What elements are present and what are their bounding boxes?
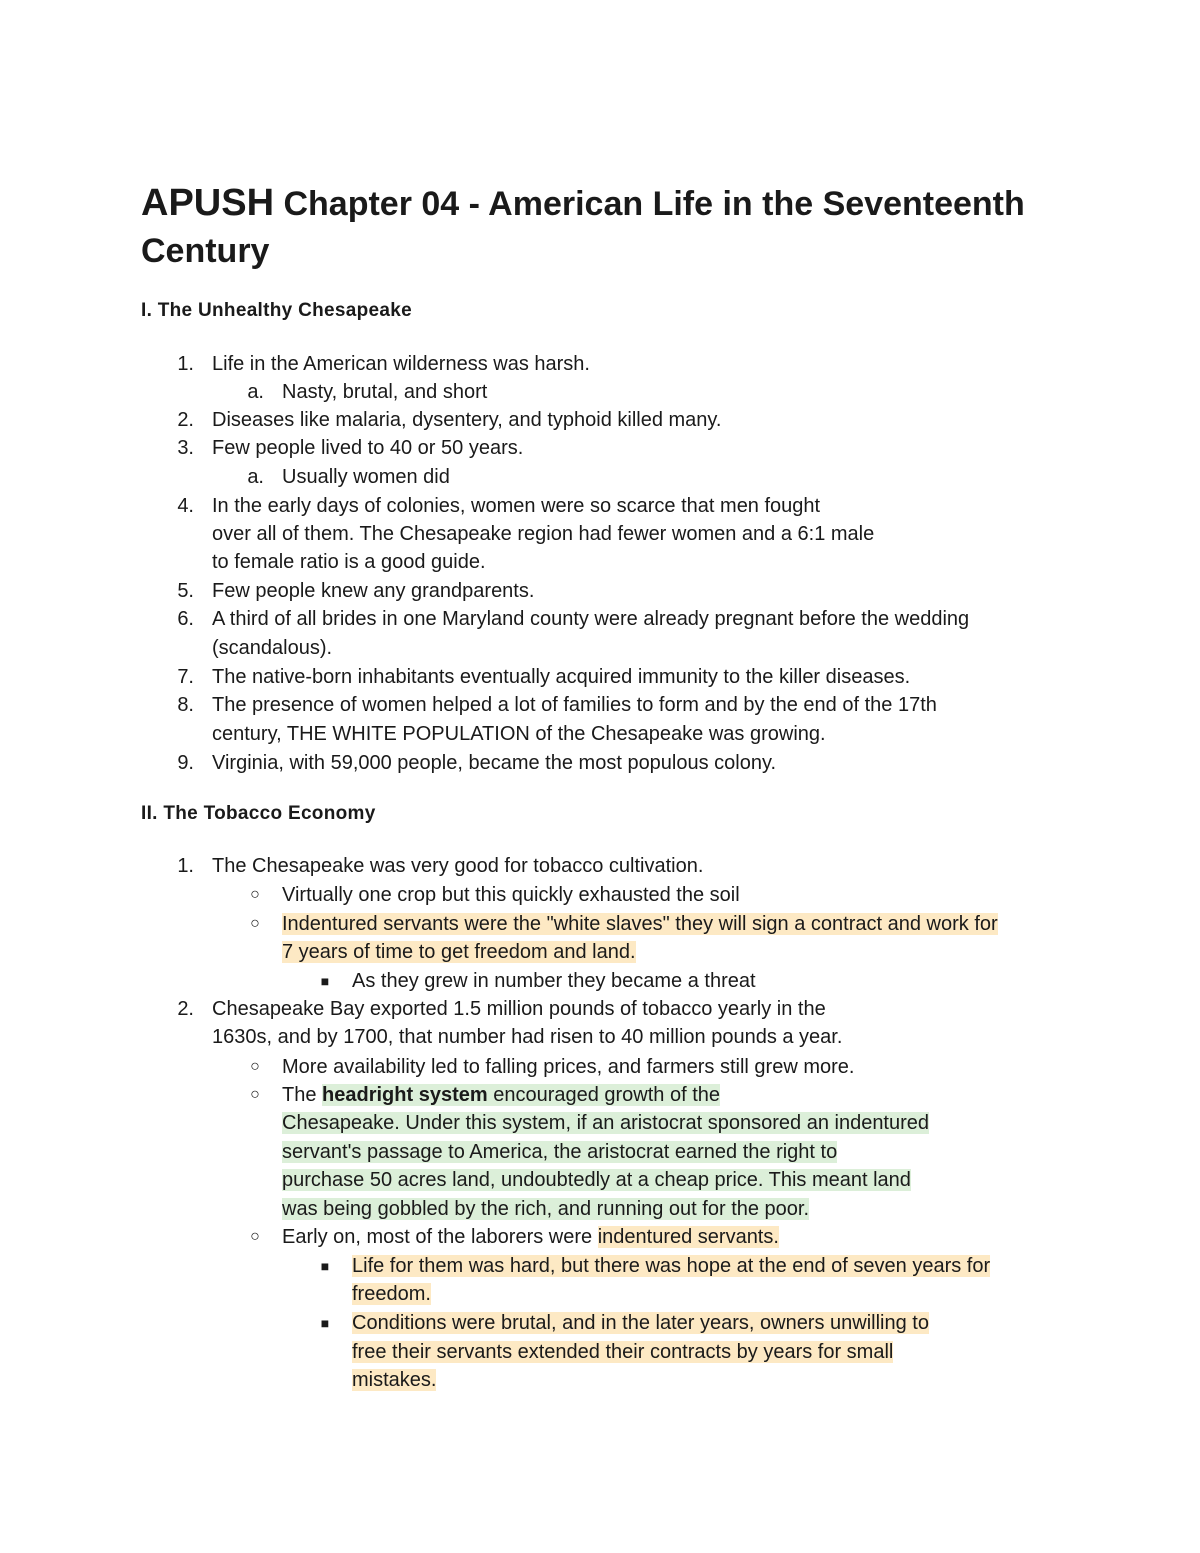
circle-bullet-icon: ○ bbox=[250, 915, 260, 932]
list-item: Few people knew any grandparents. bbox=[212, 580, 535, 602]
list-item: A third of all brides in one Maryland county were already pregnant before the wedding bbox=[212, 608, 970, 630]
list-item: Chesapeake Bay exported 1.5 million pounds of tobacco yearly in the bbox=[212, 998, 826, 1020]
sub-list-item-continuation bbox=[282, 1195, 809, 1223]
list-item: In the early days of colonies, women were so scarce that men fought bbox=[212, 495, 821, 517]
sub-sub-list-item bbox=[352, 1309, 929, 1337]
sub-sub-list-item-continuation bbox=[352, 1366, 436, 1394]
plain-text: Early on, most of the laborers were bbox=[282, 1226, 598, 1248]
list-item: Life in the American wilderness was harsh. bbox=[212, 353, 590, 375]
list-item-continuation: (scandalous). bbox=[212, 637, 333, 659]
highlighted-text: Conditions were brutal, and in the later years, owners unwilling to bbox=[352, 1312, 929, 1334]
highlighted-text: indentured servants. bbox=[597, 1226, 779, 1248]
title-bold: APUSH bbox=[141, 182, 275, 224]
sub-list-item-continuation bbox=[282, 938, 636, 966]
sub-list-item bbox=[282, 1223, 779, 1251]
list-marker: 7. bbox=[177, 666, 194, 688]
sub-list-item: More availability led to falling prices, and farmers still grew more. bbox=[282, 1056, 855, 1078]
square-bullet-icon: ■ bbox=[320, 1315, 330, 1331]
list-item: Usually women did bbox=[282, 466, 450, 488]
circle-bullet-icon: ○ bbox=[250, 1086, 260, 1103]
list-marker: a. bbox=[247, 466, 264, 488]
list-item-continuation: over all of them. The Chesapeake region had fewer women and a 6:1 male bbox=[212, 523, 875, 545]
sub-list-item-continuation bbox=[282, 1109, 929, 1137]
section-heading: I. The Unhealthy Chesapeake bbox=[141, 300, 413, 321]
square-bullet-icon: ■ bbox=[320, 1258, 330, 1274]
highlighted-text: 7 years of time to get freedom and land. bbox=[282, 941, 636, 963]
circle-bullet-icon: ○ bbox=[250, 1058, 260, 1075]
highlighted-text: free their servants extended their contracts by years for small bbox=[352, 1341, 894, 1363]
list-marker: 6. bbox=[177, 608, 194, 630]
list-item-continuation: century, THE WHITE POPULATION of the Chesapeake was growing. bbox=[212, 723, 826, 745]
page-title-line2: Century bbox=[141, 232, 270, 270]
list-marker: 9. bbox=[177, 752, 194, 774]
bold-term: headright system bbox=[322, 1084, 488, 1106]
list-marker: a. bbox=[247, 381, 264, 403]
plain-text: The bbox=[282, 1084, 323, 1106]
highlighted-text: was being gobbled by the rich, and running out for the poor. bbox=[282, 1198, 810, 1220]
highlighted-text: Life for them was hard, but there was hope at the end of seven years for bbox=[352, 1255, 991, 1277]
circle-bullet-icon: ○ bbox=[250, 1228, 260, 1245]
highlighted-text bbox=[322, 1084, 720, 1106]
list-item: The native-born inhabitants eventually acquired immunity to the killer diseases. bbox=[212, 666, 911, 688]
sub-sub-list-item bbox=[352, 1252, 990, 1280]
list-item: Diseases like malaria, dysentery, and typhoid killed many. bbox=[212, 409, 722, 431]
sub-list-item bbox=[282, 1081, 720, 1109]
highlighted-text: Indentured servants were the "white slaves" they will sign a contract and work for bbox=[282, 913, 998, 935]
sub-list-item-continuation bbox=[282, 1138, 837, 1166]
sub-list-item-continuation bbox=[282, 1166, 911, 1194]
highlighted-text: purchase 50 acres land, undoubtedly at a cheap price. This meant land bbox=[282, 1169, 911, 1191]
square-bullet-icon: ■ bbox=[320, 973, 330, 989]
page-title bbox=[141, 179, 1025, 228]
list-marker: 5. bbox=[177, 580, 194, 602]
list-marker: 2. bbox=[177, 409, 194, 431]
sub-sub-list-item-continuation bbox=[352, 1338, 893, 1366]
list-marker: 1. bbox=[177, 855, 194, 877]
sub-sub-list-item-continuation bbox=[352, 1280, 431, 1308]
highlighted-text-tail: encouraged growth of the bbox=[487, 1084, 721, 1106]
list-marker: 8. bbox=[177, 694, 194, 716]
list-item: The presence of women helped a lot of families to form and by the end of the 17th bbox=[212, 694, 937, 716]
list-marker: 2. bbox=[177, 998, 194, 1020]
list-marker: 1. bbox=[177, 353, 194, 375]
list-item: Few people lived to 40 or 50 years. bbox=[212, 437, 524, 459]
title-rest: Chapter 04 - American Life in the Seventeenth bbox=[283, 185, 1025, 223]
list-marker: 3. bbox=[177, 437, 194, 459]
sub-sub-list-item: As they grew in number they became a threat bbox=[352, 970, 756, 992]
list-marker: 4. bbox=[177, 495, 194, 517]
list-item-continuation: 1630s, and by 1700, that number had risen to 40 million pounds a year. bbox=[212, 1026, 843, 1048]
highlighted-text: Chesapeake. Under this system, if an aristocrat sponsored an indentured bbox=[282, 1112, 930, 1134]
section-heading: II. The Tobacco Economy bbox=[141, 803, 376, 824]
list-item: Nasty, brutal, and short bbox=[282, 381, 488, 403]
circle-bullet-icon: ○ bbox=[250, 886, 260, 903]
list-item: Virginia, with 59,000 people, became the most populous colony. bbox=[212, 752, 777, 774]
highlighted-text: servant's passage to America, the aristocrat earned the right to bbox=[282, 1141, 838, 1163]
sub-list-item: Virtually one crop but this quickly exhausted the soil bbox=[282, 884, 740, 906]
list-item-continuation: to female ratio is a good guide. bbox=[212, 551, 486, 573]
sub-list-item bbox=[282, 910, 998, 938]
highlighted-text: mistakes. bbox=[352, 1369, 437, 1391]
list-item: The Chesapeake was very good for tobacco cultivation. bbox=[212, 855, 704, 877]
highlighted-text: freedom. bbox=[352, 1283, 431, 1305]
